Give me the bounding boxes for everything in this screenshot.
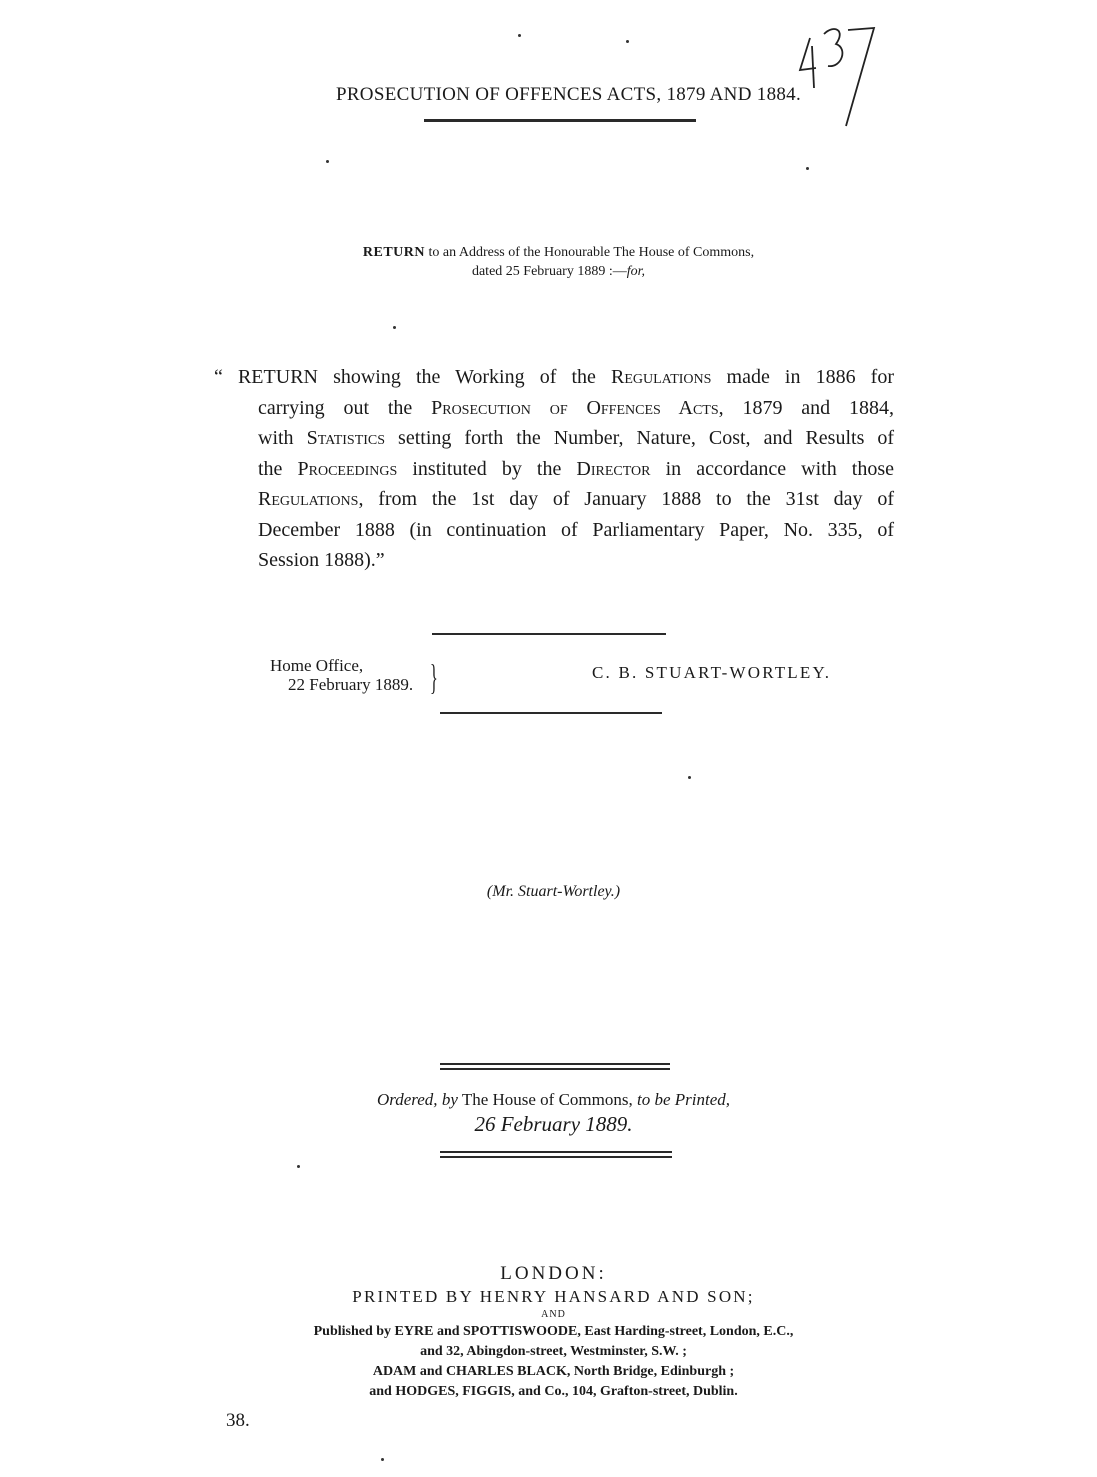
return-quote [214,362,894,576]
imprint-city: LONDON: [500,1263,607,1284]
imprint-publisher-4: and HODGES, FIGGIS, and Co., 104, Grafton-street, Dublin. [369,1384,738,1399]
home-office-date: 22 February 1889. [288,675,414,694]
return-address [0,243,1097,281]
imprint-printer: PRINTED BY HENRY HANSARD AND SON; [352,1287,755,1306]
signatory: C. B. STUART-WORTLEY. [592,663,832,682]
quote-line-7: Session 1888).” [258,549,385,571]
print-speck [326,160,329,163]
quote-line-3: with Statistics setting forth the Number, Nature, Cost, and Results of [258,427,895,449]
ordered-block [0,1088,1097,1136]
imprint-and: AND [541,1309,566,1320]
brace-glyph: } [430,657,438,697]
return-for: for, [626,264,646,279]
double-rule-bottom [440,1151,672,1158]
print-speck [688,776,691,779]
return-address-line-1 [20,243,1097,262]
quote-line-1: “ RETURN showing the Working of the Regulations made in 1886 for [214,366,894,388]
return-line1-rest: to an Address of the Honourable The House of Commons, [428,245,755,260]
handwritten-number-text: 437 [790,8,792,9]
print-speck [626,40,629,43]
return-lead: RETURN [362,245,426,260]
title-underline [424,119,696,122]
home-office-block [270,656,413,694]
imprint-block [0,1262,1097,1402]
ordered-date: 26 February 1889. [474,1112,633,1136]
print-speck [297,1165,300,1168]
quote-line-4: the Proceedings instituted by the Director in accordance with those [258,457,895,480]
print-speck [806,167,809,170]
home-office-place: Home Office, [270,656,364,675]
imprint-publisher-1: Published by EYRE and SPOTTISWOODE, East Harding-street, London, E.C., [313,1324,794,1339]
quote-line-5: Regulations, from the 1st day of January 1888 to the 31st day of [258,488,894,510]
ordered-line: Ordered, by The House of Commons, to be Printed, [376,1090,731,1109]
print-speck [518,34,521,37]
imprint-publisher-3: ADAM and CHARLES BLACK, North Bridge, Edinburgh ; [372,1364,735,1379]
double-rule-top [440,1063,670,1070]
imprint-publisher-2: and 32, Abingdon-street, Westminster, S.W. ; [420,1344,687,1359]
mover-name: (Mr. Stuart-Wortley.) [486,883,621,900]
print-speck [393,326,396,329]
page-number: 38. [226,1410,250,1431]
handwritten-folio-number [790,8,880,128]
print-speck [381,1458,384,1461]
quote-line-6: December 1888 (in continuation of Parliamentary Paper, No. 335, of [258,518,894,541]
return-address-line-2 [20,262,1097,281]
divider-rule-upper [432,633,666,635]
divider-rule-lower [440,712,662,714]
return-line2: dated 25 February 1889 :— [471,264,627,279]
quote-line-2: carrying out the Prosecution of Offences Acts, 1879 and 1884, [258,396,895,419]
document-title: PROSECUTION OF OFFENCES ACTS, 1879 AND 1884. [335,84,802,105]
